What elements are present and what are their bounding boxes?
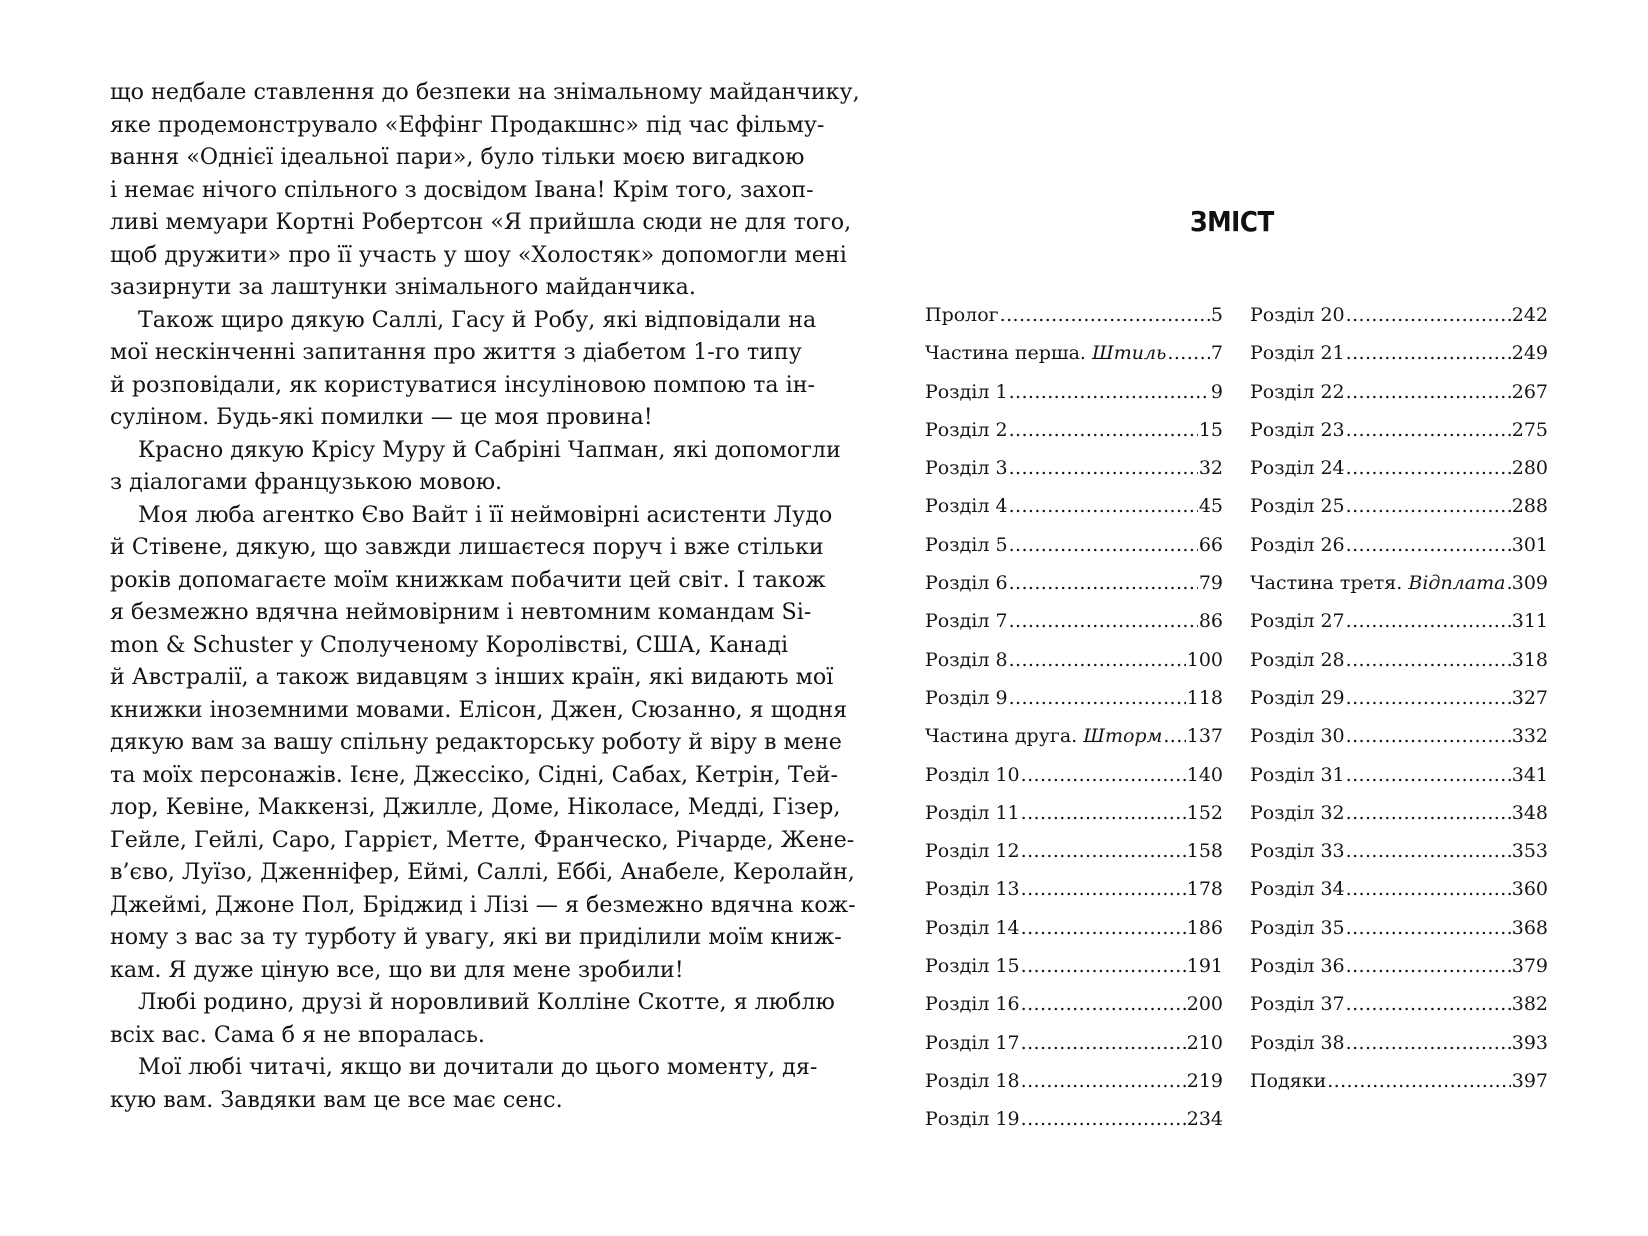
toc-page-number: 191 [1186, 955, 1223, 978]
toc-entry [925, 1100, 1223, 1138]
toc-page-number: 267 [1511, 380, 1548, 403]
toc-page-number: 15 [1198, 418, 1223, 441]
toc-dot-leader [1167, 334, 1210, 372]
toc-entry-title: Розділ 38 [1250, 1031, 1345, 1054]
toc-entry-label [925, 449, 1008, 487]
toc-entry [925, 449, 1223, 487]
toc-page-number: 210 [1186, 1031, 1223, 1054]
toc-entry [1250, 641, 1548, 679]
body-paragraph [110, 304, 817, 434]
toc-entry [1250, 564, 1548, 602]
toc-entry-title: Розділ 25 [1250, 495, 1345, 518]
toc-dot-leader [1021, 1024, 1186, 1062]
toc-entry-title: Розділ 28 [1250, 648, 1345, 671]
toc-dot-leader [1327, 1062, 1511, 1100]
toc-entry-title: Розділ 30 [1250, 725, 1345, 748]
text-line: й Стівене, дякую, що завжди лишаєтеся поруч і вже стільки [110, 534, 824, 560]
toc-entry-title: Розділ 32 [1250, 801, 1345, 824]
toc-entry-label [1250, 564, 1505, 602]
toc-page-number: 66 [1198, 533, 1223, 556]
text-line: mon & Schuster у Сполученому Королівстві, США, Канаді [110, 631, 789, 658]
toc-entry-title: Розділ 2 [925, 418, 1008, 441]
toc-page-number: 301 [1511, 533, 1548, 556]
toc-page-number: 137 [1186, 725, 1223, 748]
toc-page-number: 200 [1186, 993, 1223, 1016]
toc-entry-title: Розділ 23 [1250, 418, 1345, 441]
text-line: що недбале ставлення до безпеки на знімальному майданчику, [110, 79, 860, 105]
toc-entry [1250, 602, 1548, 640]
toc-page-number: 332 [1511, 725, 1548, 748]
toc-page-number: 45 [1198, 495, 1223, 518]
toc-entry-title: Розділ 36 [1250, 955, 1345, 978]
toc-page-number: 327 [1511, 686, 1548, 709]
text-line: й розповідали, як користуватися інсуліновою помпою та ін- [110, 371, 816, 398]
text-line: Моя люба агентко Єво Вайт і її неймовірні асистенти Лудо [138, 501, 833, 528]
toc-entry [1250, 449, 1548, 487]
body-paragraph [110, 499, 856, 987]
toc-entry [1250, 794, 1548, 832]
text-line: Мої любі читачі, якщо ви дочитали до цього моменту, дя- [138, 1054, 818, 1080]
toc-entry [1250, 985, 1548, 1023]
toc-dot-leader [1009, 449, 1198, 487]
text-line: лор, Кевіне, Маккензі, Джилле, Доме, Ніколасе, Медді, Гізер, [110, 794, 841, 820]
toc-entry-label [925, 641, 1008, 679]
toc-entry-label [1250, 602, 1345, 640]
toc-entry-label [1250, 526, 1345, 564]
toc-entry-label [925, 794, 1020, 832]
toc-dot-leader [1009, 602, 1198, 640]
text-line: Джеймі, Джоне Пол, Бріджид і Лізі — я безмежно вдячна кож- [110, 891, 856, 918]
toc-entry [1250, 1062, 1548, 1100]
toc-entry-label [925, 756, 1020, 794]
toc-entry-title: Розділ 31 [1250, 763, 1345, 786]
body-paragraph [110, 1051, 818, 1116]
toc-entry [1250, 756, 1548, 794]
text-line: й Австралії, а також видавцям з інших країн, які видають мої [110, 664, 834, 690]
toc-entry-label [1250, 487, 1345, 525]
toc-entry [925, 870, 1223, 908]
toc-entry [925, 947, 1223, 985]
toc-page-number: 219 [1186, 1069, 1223, 1092]
body-paragraph [110, 434, 841, 499]
toc-entry-label [925, 334, 1166, 372]
toc-entry-title: Розділ 12 [925, 840, 1020, 863]
toc-entry-label [1250, 717, 1345, 755]
toc-entry-title: Розділ 13 [925, 878, 1020, 901]
toc-entry-label [925, 373, 1008, 411]
toc-entry-title: Розділ 27 [1250, 610, 1345, 633]
toc-dot-leader [1000, 296, 1210, 334]
toc-entry-title: Розділ 33 [1250, 840, 1345, 863]
toc-page-number: 280 [1511, 457, 1548, 480]
toc-dot-leader [1021, 947, 1186, 985]
text-line: суліном. Будь-які помилки — це моя провина! [110, 404, 653, 430]
toc-entry [1250, 717, 1548, 755]
toc-entry [925, 1024, 1223, 1062]
toc-dot-leader [1021, 985, 1186, 1023]
toc-page-number: 234 [1186, 1108, 1223, 1131]
toc-entry-title: Розділ 29 [1250, 686, 1345, 709]
toc-dot-leader [1009, 373, 1210, 411]
toc-entry-title: Розділ 22 [1250, 380, 1345, 403]
toc-entry-label [1250, 296, 1345, 334]
text-line: зазирнути за лаштунки знімального майданчика. [110, 274, 696, 300]
toc-entry-label [1250, 832, 1345, 870]
text-line: вання «Однієї ідеальної пари», було тільки моєю вигадкою [110, 144, 805, 170]
toc-dot-leader [1021, 794, 1186, 832]
toc-entry-label [925, 602, 1008, 640]
toc-entry-title: Розділ 1 [925, 380, 1008, 403]
toc-entry [925, 296, 1223, 334]
toc-entry [1250, 679, 1548, 717]
toc-dot-leader [1346, 487, 1511, 525]
toc-page-number: 288 [1511, 495, 1548, 518]
toc-page-number: 311 [1511, 610, 1548, 633]
toc-entry-part-name: Штиль [1092, 342, 1167, 365]
toc-entry [925, 641, 1223, 679]
toc-page-number: 5 [1210, 304, 1223, 326]
toc-entry-part-name: Шторм [1083, 725, 1163, 748]
toc-entry-title: Пролог [925, 304, 999, 326]
toc-entry-title: Частина друга. [925, 725, 1084, 748]
toc-entry-label [925, 679, 1008, 717]
toc-entry-label [1250, 411, 1345, 449]
text-line: років допомагаєте моїм книжкам побачити цей світ. І також [110, 566, 826, 593]
toc-page-number: 79 [1198, 572, 1223, 595]
toc-entry-label [925, 411, 1008, 449]
acknowledgements-page [110, 76, 860, 1116]
toc-dot-leader [1009, 641, 1186, 679]
toc-dot-leader [1346, 296, 1511, 334]
toc-entry [925, 756, 1223, 794]
toc-page-number: 318 [1511, 648, 1548, 671]
toc-entry [1250, 832, 1548, 870]
toc-entry-label [925, 1100, 1020, 1138]
toc-column-right [1250, 296, 1548, 1100]
toc-entry [925, 487, 1223, 525]
toc-entry-title: Розділ 9 [925, 686, 1008, 709]
toc-dot-leader [1021, 832, 1186, 870]
toc-dot-leader [1021, 1100, 1186, 1138]
toc-page-number: 397 [1511, 1069, 1548, 1092]
toc-entry-title: Розділ 17 [925, 1031, 1020, 1054]
toc-entry-label [925, 1062, 1020, 1100]
toc-title: ЗМІСТ [1190, 204, 1274, 238]
toc-page-number: 249 [1511, 342, 1548, 365]
toc-dot-leader [1346, 373, 1511, 411]
toc-entry [925, 794, 1223, 832]
toc-page-number: 309 [1511, 572, 1548, 595]
toc-dot-leader [1021, 870, 1186, 908]
toc-entry-title: Розділ 18 [925, 1069, 1020, 1092]
toc-page-number: 86 [1198, 610, 1223, 633]
toc-entry-label [1250, 870, 1345, 908]
toc-dot-leader [1346, 832, 1511, 870]
toc-entry-label [925, 717, 1162, 755]
toc-column-left [925, 296, 1223, 1139]
text-line: мої нескінченні запитання про життя з діабетом 1-го типу [110, 339, 802, 365]
text-line: книжки іноземними мовами. Елісон, Джен, Сюзанно, я щодня [110, 696, 848, 723]
toc-entry [925, 564, 1223, 602]
toc-entry-label [1250, 641, 1345, 679]
toc-dot-leader [1346, 985, 1511, 1023]
toc-entry-title: Розділ 10 [925, 763, 1020, 786]
toc-dot-leader [1346, 526, 1511, 564]
toc-entry [925, 679, 1223, 717]
toc-entry [925, 411, 1223, 449]
toc-entry-label [925, 870, 1020, 908]
toc-dot-leader [1346, 679, 1511, 717]
toc-entry-title: Розділ 14 [925, 916, 1020, 939]
toc-page-number: 186 [1186, 916, 1223, 939]
toc-dot-leader [1506, 564, 1510, 602]
toc-entry-title: Подяки [1250, 1069, 1327, 1092]
toc-dot-leader [1009, 564, 1198, 602]
text-line: з діалогами французькою мовою. [110, 469, 503, 495]
toc-entry-title: Розділ 19 [925, 1108, 1020, 1131]
toc-entry-label [925, 947, 1020, 985]
toc-page-number: 368 [1511, 916, 1548, 939]
toc-entry-title: Розділ 11 [925, 801, 1020, 824]
toc-entry [1250, 1024, 1548, 1062]
toc-page-number: 242 [1511, 304, 1548, 326]
toc-entry [1250, 947, 1548, 985]
toc-page-number: 140 [1186, 763, 1223, 786]
toc-entry-title: Розділ 16 [925, 993, 1020, 1016]
toc-dot-leader [1009, 487, 1198, 525]
toc-dot-leader [1346, 909, 1511, 947]
toc-dot-leader [1021, 1062, 1186, 1100]
toc-page-number: 178 [1186, 878, 1223, 901]
toc-entry [1250, 909, 1548, 947]
toc-page-number: 100 [1186, 648, 1223, 671]
text-line: Любі родино, друзі й норовливий Колліне Скотте, я люблю [138, 989, 835, 1015]
toc-dot-leader [1009, 679, 1186, 717]
toc-page-number: 152 [1186, 801, 1223, 824]
toc-entry-title: Розділ 5 [925, 533, 1008, 556]
toc-entry [1250, 870, 1548, 908]
toc-entry-label [1250, 1062, 1326, 1100]
toc-dot-leader [1346, 334, 1511, 372]
toc-page-number: 353 [1511, 840, 1548, 863]
toc-dot-leader [1346, 717, 1511, 755]
toc-entry [1250, 373, 1548, 411]
toc-entry [925, 909, 1223, 947]
toc-entry-label [925, 526, 1008, 564]
text-line: та моїх персонажів. Ієне, Джессіко, Сідні, Сабах, Кетрін, Тей- [110, 761, 839, 788]
toc-entry-title: Розділ 26 [1250, 533, 1345, 556]
toc-dot-leader [1009, 526, 1198, 564]
toc-entry [925, 334, 1223, 372]
toc-entry-title: Частина третя. [1250, 572, 1409, 595]
text-line: Гейле, Гейлі, Саро, Гаррієт, Метте, Франческо, Річарде, Жене- [110, 826, 855, 853]
toc-entry [1250, 334, 1548, 372]
text-line: я безмежно вдячна неймовірним і невтомним командам Si- [110, 599, 812, 625]
toc-entry [925, 602, 1223, 640]
toc-entry-label [1250, 679, 1345, 717]
toc-entry [925, 373, 1223, 411]
toc-entry [925, 832, 1223, 870]
text-line: ному з вас за ту турботу й увагу, які ви приділили моїм книж- [110, 924, 842, 950]
toc-entry-title: Розділ 8 [925, 648, 1008, 671]
toc-page-number: 7 [1210, 342, 1223, 365]
toc-dot-leader [1346, 947, 1511, 985]
toc-entry-label [1250, 985, 1345, 1023]
toc-entry-label [925, 985, 1020, 1023]
text-line: кую вам. Завдяки вам це все має сенс. [110, 1086, 563, 1113]
toc-dot-leader [1346, 794, 1511, 832]
toc-dot-leader [1009, 411, 1198, 449]
toc-dot-leader [1163, 717, 1185, 755]
toc-page-number: 158 [1186, 840, 1223, 863]
text-line: в’єво, Луїзо, Дженніфер, Еймі, Саллі, Еббі, Анабеле, Керолайн, [110, 859, 855, 885]
text-line: дякую вам за вашу спільну редакторську роботу й віру в мене [110, 729, 842, 755]
toc-entry-label [925, 909, 1020, 947]
text-line: ливі мемуари Кортні Робертсон «Я прийшла сюди не для того, [110, 209, 852, 235]
toc-entry-label [925, 296, 999, 334]
toc-entry-label [925, 1024, 1020, 1062]
body-paragraph [110, 986, 835, 1051]
toc-entry-title: Розділ 35 [1250, 916, 1345, 939]
toc-entry [1250, 411, 1548, 449]
toc-entry-label [925, 564, 1008, 602]
toc-page-number: 275 [1511, 418, 1548, 441]
toc-entry [925, 985, 1223, 1023]
text-line: і немає нічого спільного з досвідом Івана! Крім того, захоп- [110, 176, 814, 203]
toc-entry-title: Розділ 20 [1250, 304, 1345, 326]
toc-page-number: 360 [1511, 878, 1548, 901]
toc-entry-title: Розділ 21 [1250, 342, 1345, 365]
toc-entry [1250, 526, 1548, 564]
toc-entry-label [1250, 373, 1345, 411]
toc-page-number: 118 [1186, 686, 1223, 709]
toc-dot-leader [1346, 756, 1511, 794]
text-line: яке продемонструвало «Еффінг Продакшнс» під час фільму- [110, 111, 825, 138]
toc-dot-leader [1346, 641, 1511, 679]
toc-dot-leader [1346, 1024, 1511, 1062]
toc-entry-title: Розділ 7 [925, 610, 1008, 633]
toc-entry [1250, 487, 1548, 525]
toc-dot-leader [1346, 602, 1511, 640]
toc-entry-label [1250, 1024, 1345, 1062]
toc-entry-title: Частина перша. [925, 342, 1093, 365]
toc-entry-title: Розділ 37 [1250, 993, 1345, 1016]
toc-page-number: 348 [1511, 801, 1548, 824]
toc-entry-title: Розділ 4 [925, 495, 1008, 518]
toc-entry-label [925, 487, 1008, 525]
toc-entry-title: Розділ 6 [925, 572, 1008, 595]
toc-page-number: 32 [1198, 457, 1223, 480]
toc-entry [1250, 296, 1548, 334]
toc-entry-title: Розділ 34 [1250, 878, 1345, 901]
toc-entry-label [925, 832, 1020, 870]
body-paragraph [110, 76, 860, 304]
toc-entry-label [1250, 794, 1345, 832]
toc-dot-leader [1346, 449, 1511, 487]
text-line: щоб дружити» про її участь у шоу «Холостяк» допомогли мені [110, 241, 847, 268]
toc-dot-leader [1346, 870, 1511, 908]
toc-page-number: 382 [1511, 993, 1548, 1016]
text-line: кам. Я дуже ціную все, що ви для мене зробили! [110, 956, 684, 983]
toc-dot-leader [1021, 756, 1186, 794]
toc-entry-label [1250, 334, 1345, 372]
text-line: Також щиро дякую Саллі, Гасу й Робу, які відповідали на [138, 306, 817, 333]
toc-page-number: 9 [1210, 380, 1223, 403]
toc-entry-label [1250, 449, 1345, 487]
text-line: Красно дякую Крісу Муру й Сабріні Чапман, які допомогли [138, 436, 841, 463]
toc-dot-leader [1346, 411, 1511, 449]
toc-entry-title: Розділ 24 [1250, 457, 1345, 480]
toc-page-number: 341 [1511, 763, 1548, 786]
toc-entry-label [1250, 909, 1345, 947]
toc-page-number: 393 [1511, 1031, 1548, 1054]
toc-entry-title: Розділ 3 [925, 457, 1008, 480]
toc-entry-part-name: Відплата [1408, 572, 1506, 595]
toc-entry-label [1250, 756, 1345, 794]
toc-page-number: 379 [1511, 955, 1548, 978]
toc-entry [925, 526, 1223, 564]
toc-dot-leader [1021, 909, 1186, 947]
toc-entry-label [1250, 947, 1345, 985]
text-line: всіх вас. Сама б я не впоралась. [110, 1021, 485, 1048]
toc-entry-title: Розділ 15 [925, 955, 1020, 978]
toc-entry [925, 1062, 1223, 1100]
toc-entry [925, 717, 1223, 755]
